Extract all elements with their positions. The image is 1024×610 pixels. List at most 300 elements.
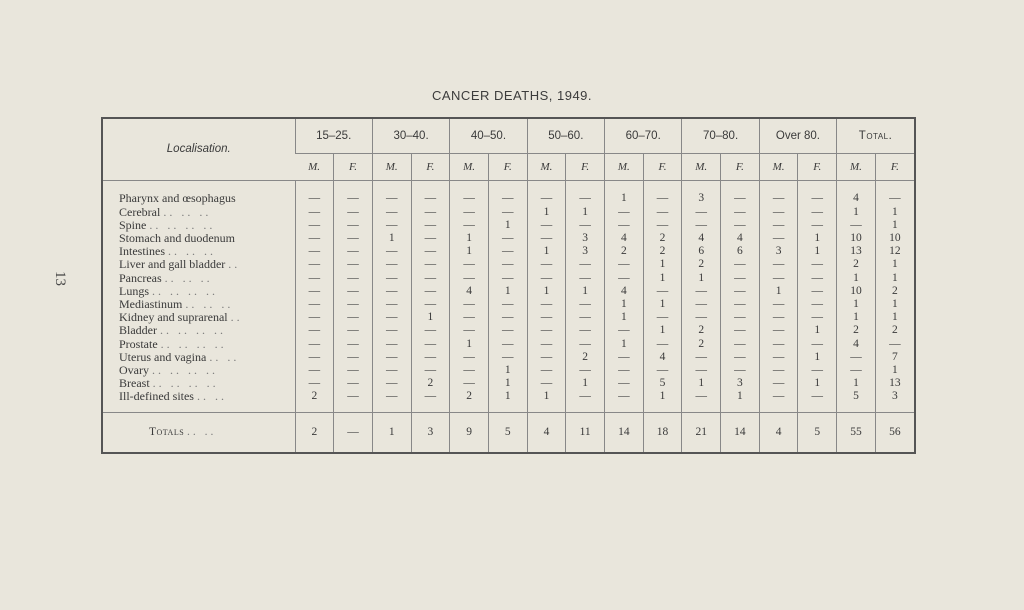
count-cell: — [721, 271, 760, 284]
count-cell: — [527, 298, 566, 311]
count-cell: — [295, 219, 334, 232]
count-cell: 1 [721, 390, 760, 403]
table-row [103, 285, 914, 298]
spacer-row [103, 181, 914, 193]
count-cell: — [527, 351, 566, 364]
count-cell: 1 [488, 285, 527, 298]
localisation-label: Ill-defined sites [119, 390, 194, 404]
count-cell: 3 [566, 245, 605, 258]
count-cell: 1 [798, 245, 837, 258]
count-cell: 3 [875, 390, 914, 403]
page-title: CANCER DEATHS, 1949. [431, 88, 593, 103]
count-cell: 4 [450, 285, 489, 298]
count-cell: 3 [721, 377, 760, 390]
count-cell: — [372, 364, 411, 377]
count-cell: 2 [682, 324, 721, 337]
localisation-label: Lungs [119, 284, 149, 298]
totals-cell: 5 [798, 413, 837, 452]
count-cell: — [334, 206, 373, 219]
count-cell: 2 [837, 324, 876, 337]
count-cell: 10 [837, 285, 876, 298]
count-cell: 1 [759, 285, 798, 298]
count-cell: — [759, 337, 798, 350]
count-cell: — [682, 206, 721, 219]
count-cell: 1 [875, 311, 914, 324]
count-cell: — [295, 377, 334, 390]
count-cell: — [759, 390, 798, 403]
count-cell: — [605, 377, 644, 390]
count-cell: — [488, 324, 527, 337]
age-group-header: Over 80. [759, 119, 836, 154]
count-cell: — [488, 311, 527, 324]
count-cell: 1 [450, 232, 489, 245]
count-cell: 1 [837, 377, 876, 390]
count-cell: 1 [798, 351, 837, 364]
localisation-cell [103, 192, 295, 205]
count-cell: — [372, 311, 411, 324]
count-cell: 1 [643, 324, 682, 337]
count-cell: — [295, 351, 334, 364]
count-cell: — [527, 258, 566, 271]
totals-cell: 14 [605, 413, 644, 452]
cancer-deaths-table [101, 117, 916, 454]
leader-dots: .. .. .. .. [160, 324, 226, 338]
totals-cell: 11 [566, 413, 605, 452]
table-row [103, 351, 914, 364]
totals-row [103, 413, 914, 452]
count-cell: — [798, 337, 837, 350]
count-cell: — [605, 271, 644, 284]
count-cell: — [334, 311, 373, 324]
count-cell: 1 [450, 245, 489, 258]
count-cell: 3 [566, 232, 605, 245]
count-cell: — [527, 232, 566, 245]
count-cell: — [759, 324, 798, 337]
count-cell: — [798, 298, 837, 311]
count-cell: 1 [605, 298, 644, 311]
count-cell: 1 [875, 271, 914, 284]
localisation-cell [103, 219, 295, 232]
localisation-label: Cerebral [119, 205, 161, 219]
count-cell: — [488, 337, 527, 350]
localisation-cell [103, 390, 295, 403]
leader-dots: .. .. .. .. [160, 337, 227, 351]
count-cell: — [759, 271, 798, 284]
localisation-cell [103, 311, 295, 324]
count-cell: — [721, 364, 760, 377]
count-cell: — [334, 364, 373, 377]
leader-dots: .. .. [196, 390, 227, 404]
count-cell: 2 [450, 390, 489, 403]
count-cell: — [334, 192, 373, 205]
leader-dots: .. .. [209, 350, 240, 364]
count-cell: 2 [875, 285, 914, 298]
localisation-cell [103, 245, 295, 258]
count-cell: 10 [875, 232, 914, 245]
count-cell: 4 [682, 232, 721, 245]
count-cell: 2 [682, 337, 721, 350]
table-row [103, 364, 914, 377]
count-cell: 1 [643, 390, 682, 403]
count-cell: — [295, 324, 334, 337]
count-cell: — [682, 364, 721, 377]
localisation-label: Bladder [119, 324, 157, 338]
count-cell: 4 [837, 192, 876, 205]
count-cell: — [721, 206, 760, 219]
count-cell: — [798, 311, 837, 324]
leader-dots: .. [228, 258, 241, 272]
localisation-cell [103, 271, 295, 284]
total-header: Total. [837, 119, 914, 154]
sex-header-female: F. [721, 154, 760, 181]
count-cell: — [759, 377, 798, 390]
table-row [103, 232, 914, 245]
count-cell: — [372, 285, 411, 298]
totals-cell: 2 [295, 413, 334, 452]
table-row [103, 258, 914, 271]
leader-dots: .. .. .. .. [152, 284, 218, 298]
count-cell: — [334, 232, 373, 245]
count-cell: — [334, 271, 373, 284]
count-cell: — [527, 377, 566, 390]
count-cell: 1 [875, 219, 914, 232]
count-cell: — [875, 337, 914, 350]
count-cell: 4 [643, 351, 682, 364]
count-cell: — [488, 271, 527, 284]
table-row [103, 192, 914, 205]
count-cell: 1 [527, 285, 566, 298]
table-row [103, 390, 914, 403]
localisation-label: Pharynx and œsophagus [119, 192, 236, 206]
count-cell: — [334, 390, 373, 403]
count-cell: — [334, 298, 373, 311]
count-cell: — [372, 390, 411, 403]
totals-cell: 21 [682, 413, 721, 452]
count-cell: — [411, 351, 450, 364]
leader-dots: .. .. .. [168, 245, 216, 259]
leader-dots: .. .. .. [164, 271, 213, 285]
sex-header-male: M. [372, 154, 411, 181]
sex-header-male: M. [527, 154, 566, 181]
count-cell: 5 [643, 377, 682, 390]
count-cell: — [798, 390, 837, 403]
count-cell: 13 [837, 245, 876, 258]
leader-dots: .. .. .. .. [152, 363, 218, 377]
count-cell: 1 [605, 337, 644, 350]
localisation-label: Mediastinum [119, 297, 183, 311]
count-cell: — [566, 271, 605, 284]
count-cell: — [372, 351, 411, 364]
count-cell: — [295, 245, 334, 258]
count-cell: — [450, 324, 489, 337]
count-cell: — [372, 377, 411, 390]
count-cell: — [798, 364, 837, 377]
sex-header-male: M. [295, 154, 334, 181]
count-cell: — [411, 285, 450, 298]
age-group-header: 70–80. [682, 119, 759, 154]
count-cell: 1 [875, 364, 914, 377]
count-cell: — [295, 285, 334, 298]
count-cell: — [566, 311, 605, 324]
count-cell: — [721, 258, 760, 271]
count-cell: 2 [411, 377, 450, 390]
count-cell: 13 [875, 377, 914, 390]
count-cell: — [334, 219, 373, 232]
count-cell: 2 [566, 351, 605, 364]
localisation-label: Uterus and vagina [119, 350, 207, 364]
count-cell: — [411, 337, 450, 350]
count-cell: — [488, 245, 527, 258]
count-cell: — [450, 206, 489, 219]
leader-dots: .. .. .. .. [152, 376, 219, 391]
count-cell: — [605, 258, 644, 271]
localisation-label: Breast [119, 376, 150, 391]
localisation-label: Prostate [119, 337, 158, 351]
count-cell: — [605, 206, 644, 219]
count-cell: — [566, 324, 605, 337]
count-cell: — [334, 377, 373, 390]
count-cell: 1 [605, 192, 644, 205]
leader-dots: .. [230, 311, 243, 325]
count-cell: — [450, 271, 489, 284]
count-cell: 1 [837, 206, 876, 219]
totals-label: Totals [149, 426, 185, 439]
count-cell: — [721, 324, 760, 337]
count-cell: 1 [605, 311, 644, 324]
count-cell: 4 [721, 232, 760, 245]
count-cell: — [488, 206, 527, 219]
count-cell: 1 [798, 232, 837, 245]
count-cell: — [488, 192, 527, 205]
count-cell: — [372, 258, 411, 271]
sex-header-male: M. [450, 154, 489, 181]
count-cell: — [372, 206, 411, 219]
count-cell: — [566, 192, 605, 205]
count-cell: — [605, 324, 644, 337]
table-row [103, 324, 914, 337]
count-cell: 4 [837, 337, 876, 350]
count-cell: — [372, 245, 411, 258]
count-cell: — [450, 219, 489, 232]
totals-cell: 1 [372, 413, 411, 452]
count-cell: — [372, 192, 411, 205]
count-cell: 12 [875, 245, 914, 258]
table-row [103, 311, 914, 324]
count-cell: — [566, 337, 605, 350]
count-cell: — [295, 364, 334, 377]
count-cell: — [759, 351, 798, 364]
count-cell: — [334, 337, 373, 350]
count-cell: — [643, 206, 682, 219]
count-cell: — [643, 311, 682, 324]
table-row [103, 219, 914, 232]
count-cell: 1 [488, 390, 527, 403]
sex-header-female: F. [798, 154, 837, 181]
count-cell: 2 [295, 390, 334, 403]
age-group-header: 15–25. [295, 119, 372, 154]
sex-header-female: F. [488, 154, 527, 181]
count-cell: 1 [643, 271, 682, 284]
count-cell: — [721, 337, 760, 350]
count-cell: — [527, 324, 566, 337]
count-cell: 1 [527, 390, 566, 403]
count-cell: — [488, 298, 527, 311]
localisation-cell [103, 364, 295, 377]
count-cell: — [295, 192, 334, 205]
count-cell: 1 [566, 206, 605, 219]
localisation-cell [103, 206, 295, 219]
count-cell: 6 [682, 245, 721, 258]
count-cell: — [527, 337, 566, 350]
count-cell: — [527, 311, 566, 324]
count-cell: 1 [837, 271, 876, 284]
count-cell: — [295, 337, 334, 350]
count-cell: — [372, 337, 411, 350]
count-cell: — [527, 271, 566, 284]
table-row [103, 206, 914, 219]
age-group-header: 60–70. [605, 119, 682, 154]
count-cell: — [295, 206, 334, 219]
totals-cell: 14 [721, 413, 760, 452]
count-cell: 1 [682, 377, 721, 390]
count-cell: 1 [875, 258, 914, 271]
count-cell: — [605, 351, 644, 364]
count-cell: — [411, 258, 450, 271]
count-cell: — [450, 364, 489, 377]
count-cell: — [566, 390, 605, 403]
sex-header-female: F. [643, 154, 682, 181]
count-cell: — [450, 351, 489, 364]
totals-cell: 3 [411, 413, 450, 452]
count-cell: — [411, 245, 450, 258]
count-cell: — [682, 219, 721, 232]
count-cell: — [411, 364, 450, 377]
count-cell: — [798, 192, 837, 205]
leader-dots: .. .. .. [163, 205, 212, 219]
count-cell: — [334, 285, 373, 298]
sex-header-male: M. [605, 154, 644, 181]
count-cell: — [798, 206, 837, 219]
count-cell: — [759, 298, 798, 311]
count-cell: — [837, 351, 876, 364]
count-cell: — [682, 311, 721, 324]
count-cell: — [682, 298, 721, 311]
localisation-label: Ovary [119, 363, 149, 377]
count-cell: 1 [798, 324, 837, 337]
count-cell: — [411, 206, 450, 219]
count-cell: — [759, 219, 798, 232]
count-cell: — [295, 271, 334, 284]
count-cell: 6 [721, 245, 760, 258]
count-cell: — [682, 390, 721, 403]
count-cell: — [411, 219, 450, 232]
totals-cell: — [334, 413, 373, 452]
sex-header-male: M. [837, 154, 876, 181]
count-cell: 1 [411, 311, 450, 324]
count-cell: — [798, 219, 837, 232]
count-cell: — [837, 219, 876, 232]
count-cell: 1 [643, 258, 682, 271]
count-cell: — [605, 364, 644, 377]
count-cell: — [605, 219, 644, 232]
leader-dots: .. .. [187, 426, 217, 439]
totals-cell: 5 [488, 413, 527, 452]
page-number: 13 [52, 271, 68, 286]
count-cell: — [488, 232, 527, 245]
count-cell: 10 [837, 232, 876, 245]
count-cell: — [295, 258, 334, 271]
localisation-label: Pancreas [119, 271, 162, 285]
count-cell: — [450, 298, 489, 311]
count-cell: 2 [605, 245, 644, 258]
count-cell: 3 [759, 245, 798, 258]
leader-dots: .. .. .. .. [149, 218, 216, 232]
count-cell: — [759, 364, 798, 377]
count-cell: 1 [643, 298, 682, 311]
count-cell: 1 [566, 377, 605, 390]
count-cell: — [759, 232, 798, 245]
table-row [103, 298, 914, 311]
count-cell: — [450, 311, 489, 324]
count-cell: — [721, 351, 760, 364]
totals-cell: 56 [875, 413, 914, 452]
count-cell: 1 [875, 298, 914, 311]
localisation-label: Liver and gall bladder [119, 258, 226, 272]
count-cell: 1 [527, 206, 566, 219]
totals-cell: 4 [759, 413, 798, 452]
count-cell: — [527, 364, 566, 377]
count-cell: — [759, 192, 798, 205]
localisation-cell [103, 232, 295, 245]
count-cell: — [566, 258, 605, 271]
count-cell: — [295, 232, 334, 245]
count-cell: — [372, 298, 411, 311]
count-cell: — [411, 271, 450, 284]
count-cell: — [643, 337, 682, 350]
count-cell: — [798, 271, 837, 284]
localisation-label: Stomach and duodenum [119, 231, 235, 245]
count-cell: — [411, 192, 450, 205]
sex-header-female: F. [566, 154, 605, 181]
localisation-label: Spine [119, 218, 147, 232]
count-cell: — [721, 285, 760, 298]
sex-header-male: M. [759, 154, 798, 181]
count-cell: 3 [682, 192, 721, 205]
count-cell: — [295, 311, 334, 324]
count-cell: — [643, 285, 682, 298]
sex-header-female: F. [875, 154, 914, 181]
count-cell: — [334, 245, 373, 258]
count-cell: — [450, 192, 489, 205]
localisation-cell [103, 351, 295, 364]
count-cell: — [566, 364, 605, 377]
count-cell: — [372, 324, 411, 337]
count-cell: 1 [450, 337, 489, 350]
table-row [103, 337, 914, 350]
count-cell: — [450, 258, 489, 271]
count-cell: — [411, 324, 450, 337]
count-cell: — [837, 364, 876, 377]
count-cell: 1 [488, 377, 527, 390]
count-cell: 2 [643, 245, 682, 258]
count-cell: — [334, 351, 373, 364]
count-cell: 1 [682, 271, 721, 284]
count-cell: 1 [488, 364, 527, 377]
count-cell: — [334, 324, 373, 337]
count-cell: — [372, 271, 411, 284]
count-cell: — [566, 219, 605, 232]
totals-cell: 4 [527, 413, 566, 452]
